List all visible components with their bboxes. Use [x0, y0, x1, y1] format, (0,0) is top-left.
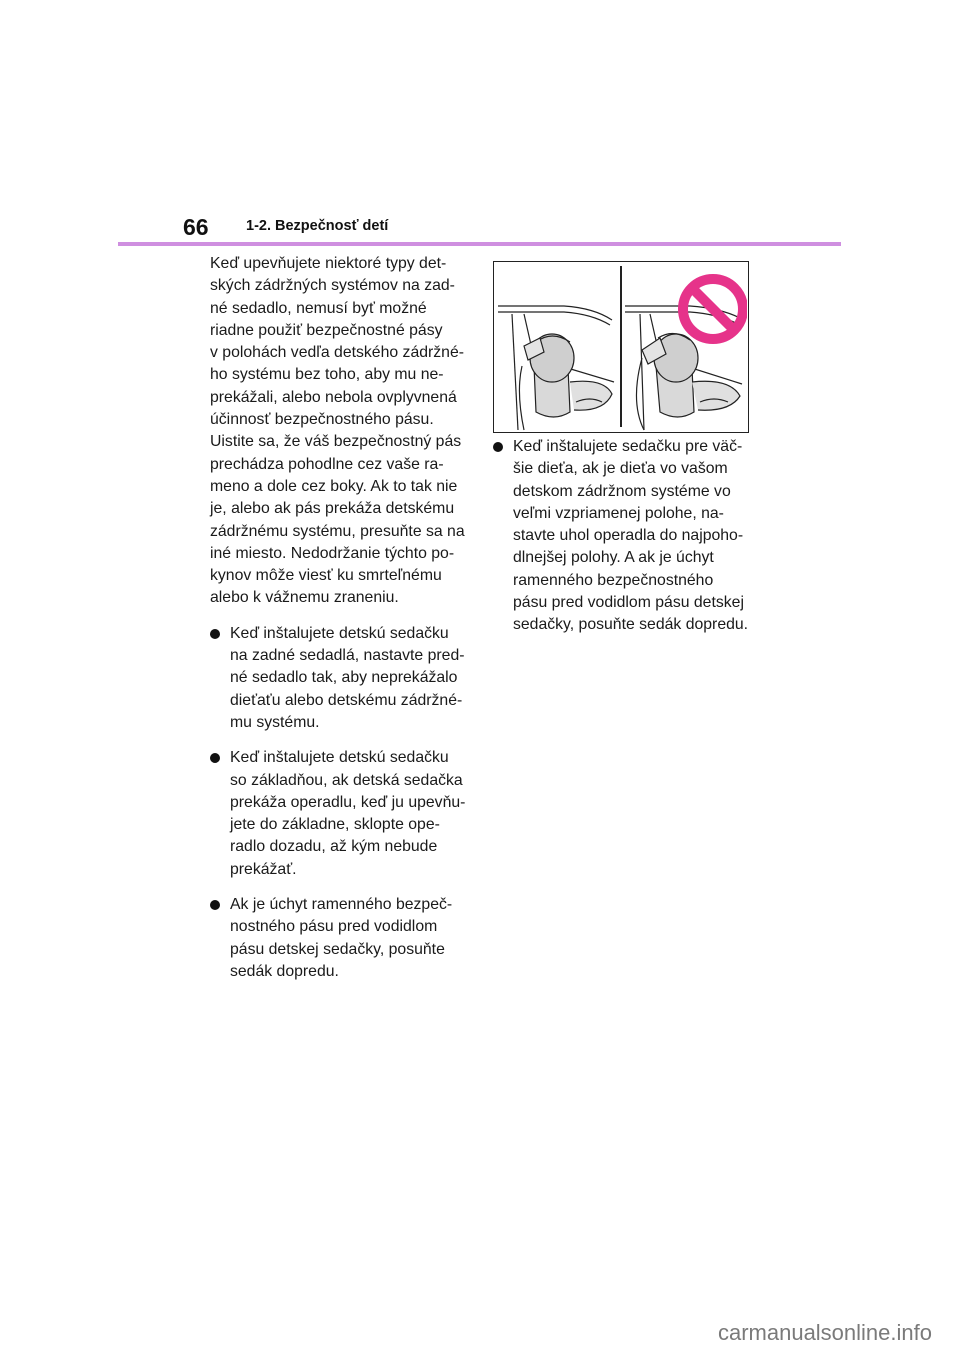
text-line: prekážať.: [230, 860, 297, 878]
section-title: 1-2. Bezpečnosť detí: [246, 218, 389, 234]
bullet-item: [493, 436, 755, 637]
text-line: dieťaťu alebo detskému zádržné-: [230, 691, 463, 709]
car-seat-illustration: [493, 261, 749, 433]
text-line: pásu detskej sedačky, posuňte: [230, 940, 445, 958]
text-line: pásu pred vodidlom pásu detskej: [513, 594, 744, 612]
illustration-svg: [494, 262, 747, 431]
footer-watermark[interactable]: carmanualsonline.info: [717, 1320, 932, 1345]
bullet-icon: [210, 629, 220, 639]
text-line: Keď inštalujete detskú sedačku: [230, 624, 449, 642]
left-panel-scene: [498, 306, 614, 430]
text-line: Keď inštalujete detskú sedačku: [230, 749, 449, 767]
text-line: ských zádržných systémov na zad-: [210, 277, 455, 295]
text-line: sedák dopredu.: [230, 962, 339, 980]
text-line: na zadné sedadlá, nastavte pred-: [230, 647, 465, 665]
text-line: né sedadlo tak, aby neprekážalo: [230, 669, 458, 687]
bullet-item: [210, 894, 478, 983]
header-rule: [118, 242, 841, 246]
text-line: veľmi vzpriamenej polohe, na-: [513, 504, 724, 522]
text-line: sedačky, posuňte sedák dopredu.: [513, 616, 749, 634]
text-line: prechádza pohodlne cez vaše ra-: [210, 455, 444, 473]
bullet-icon: [210, 900, 220, 910]
text-line: ramenného bezpečnostného: [513, 571, 714, 589]
text-line: šie dieťa, ak je dieťa vo vašom: [513, 460, 728, 478]
text-line: meno a dole cez boky. Ak to tak nie: [210, 477, 458, 495]
right-column: [493, 436, 755, 637]
bullet-item: [210, 747, 478, 881]
left-column: [210, 253, 478, 983]
text-line: Uistite sa, že váš bezpečnostný pás: [210, 433, 462, 451]
text-line: alebo k vážnemu zraneniu.: [210, 589, 399, 607]
text-line: radlo dozadu, až kým nebude: [230, 838, 438, 856]
text-line: účinnosť bezpečnostného pásu.: [210, 411, 434, 429]
text-line: né sedadlo, nemusí byť možné: [210, 299, 427, 317]
page-number: 66: [183, 214, 209, 240]
text-line: stavte uhol operadla do najpoho-: [513, 527, 744, 545]
text-line: Ak je úchyt ramenného bezpeč-: [230, 896, 453, 914]
text-line: Keď inštalujete sedačku pre väč-: [513, 438, 743, 455]
text-line: kynov môže viesť ku smrteľnému: [210, 567, 442, 585]
text-line: Keď upevňujete niektoré typy det-: [210, 255, 447, 272]
text-line: zádržnému systému, presuňte sa na: [210, 522, 465, 540]
intro-paragraph: [210, 253, 478, 610]
text-line: prekáža operadlu, keď ju upevňu-: [230, 793, 466, 811]
text-line: jete do základne, sklopte ope-: [230, 816, 440, 834]
bullet-icon: [210, 753, 220, 763]
text-line: nostného pásu pred vodidlom: [230, 918, 438, 936]
text-line: dlnejšej polohy. A ak je úchyt: [513, 549, 714, 567]
text-line: prekážali, alebo nebola ovplyvnená: [210, 388, 457, 406]
text-line: v polohách vedľa detského zádržné-: [210, 344, 465, 362]
text-line: so základňou, ak detská sedačka: [230, 771, 463, 789]
text-line: detskom zádržnom systéme vo: [513, 482, 731, 500]
bullet-item: [210, 623, 478, 734]
text-line: riadne použiť bezpečnostné pásy: [210, 321, 443, 339]
text-line: iné miesto. Nedodržanie týchto po-: [210, 544, 455, 562]
bullet-icon: [493, 442, 503, 452]
text-line: je, alebo ak pás prekáža detskému: [210, 500, 455, 518]
text-line: ho systému bez toho, aby mu ne-: [210, 366, 444, 384]
text-line: mu systému.: [230, 713, 320, 731]
prohibition-icon: [683, 279, 743, 339]
